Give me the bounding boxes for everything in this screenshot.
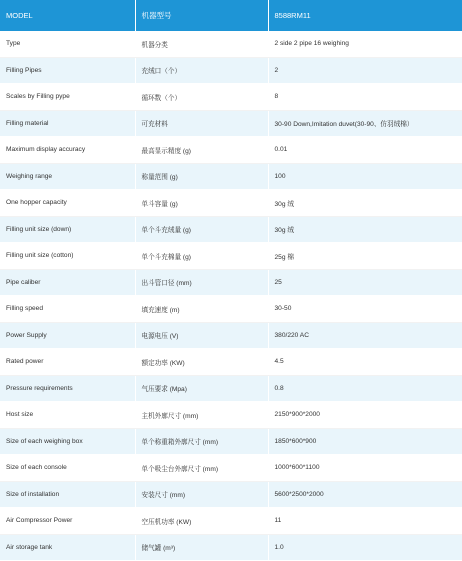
spec-name-en: Filling material xyxy=(0,110,135,137)
spec-name-zh: 单个称重箱外廓尺寸 (mm) xyxy=(135,428,268,455)
table-row xyxy=(0,481,462,508)
spec-name-en: Filling speed xyxy=(0,296,135,323)
spec-value: 30g 绒 xyxy=(268,216,462,243)
spec-value: 1000*600*1100 xyxy=(268,455,462,482)
spec-name-en: One hopper capacity xyxy=(0,190,135,217)
spec-value: 0.8 xyxy=(268,375,462,402)
spec-name-en: Type xyxy=(0,31,135,57)
spec-name-zh: 单个斗充绒量 (g) xyxy=(135,216,268,243)
spec-name-zh: 电源电压 (V) xyxy=(135,322,268,349)
spec-name-zh: 称量范围 (g) xyxy=(135,163,268,190)
header-model: MODEL xyxy=(0,0,135,31)
spec-value: 2 xyxy=(268,57,462,84)
spec-name-zh: 充绒口（个） xyxy=(135,57,268,84)
spec-name-en: Power Supply xyxy=(0,322,135,349)
spec-value: 1850*600*900 xyxy=(268,428,462,455)
spec-value: 8 xyxy=(268,84,462,111)
table-row xyxy=(0,190,462,217)
spec-name-en: Filling unit size (cotton) xyxy=(0,243,135,270)
spec-value: 4.5 xyxy=(268,349,462,376)
spec-name-zh: 单斗容量 (g) xyxy=(135,190,268,217)
spec-value: 30-50 xyxy=(268,296,462,323)
spec-name-zh: 循环数（个） xyxy=(135,84,268,111)
table-row xyxy=(0,349,462,376)
table-row xyxy=(0,163,462,190)
table-row xyxy=(0,137,462,164)
spec-name-zh: 气压要求 (Mpa) xyxy=(135,375,268,402)
table-row xyxy=(0,110,462,137)
spec-value: 0.01 xyxy=(268,137,462,164)
table-row xyxy=(0,508,462,535)
spec-name-zh: 出斗管口径 (mm) xyxy=(135,269,268,296)
table-row xyxy=(0,296,462,323)
spec-value: 380/220 AC xyxy=(268,322,462,349)
spec-name-en: Filling Pipes xyxy=(0,57,135,84)
spec-name-en: Pipe caliber xyxy=(0,269,135,296)
spec-name-zh: 主机外廓尺寸 (mm) xyxy=(135,402,268,429)
spec-name-en: Rated power xyxy=(0,349,135,376)
spec-name-en: Scales by Filling pype xyxy=(0,84,135,111)
table-row xyxy=(0,57,462,84)
header-model-value: 8588RM11 xyxy=(268,0,462,31)
table-row xyxy=(0,534,462,561)
table-row xyxy=(0,216,462,243)
spec-name-zh: 单个斗充棉量 (g) xyxy=(135,243,268,270)
spec-value: 2 side 2 pipe 16 weighing xyxy=(268,31,462,57)
spec-name-zh: 机器分类 xyxy=(135,31,268,57)
table-row xyxy=(0,455,462,482)
spec-name-en: Weighing range xyxy=(0,163,135,190)
table-row xyxy=(0,402,462,429)
spec-name-zh: 安装尺寸 (mm) xyxy=(135,481,268,508)
spec-name-zh: 最高显示精度 (g) xyxy=(135,137,268,164)
spec-name-zh: 填充速度 (m) xyxy=(135,296,268,323)
spec-name-zh: 额定功率 (KW) xyxy=(135,349,268,376)
table-header-row xyxy=(0,0,462,31)
spec-name-zh: 单个吸尘台外廓尺寸 (mm) xyxy=(135,455,268,482)
table-row xyxy=(0,428,462,455)
spec-value: 25g 棉 xyxy=(268,243,462,270)
spec-value: 5600*2500*2000 xyxy=(268,481,462,508)
spec-value: 1.0 xyxy=(268,534,462,561)
header-model-zh: 机器型号 xyxy=(135,0,268,31)
spec-name-zh: 空压机功率 (KW) xyxy=(135,508,268,535)
spec-name-en: Air storage tank xyxy=(0,534,135,561)
spec-name-en: Size of each weighing box xyxy=(0,428,135,455)
spec-value: 11 xyxy=(268,508,462,535)
spec-name-en: Pressure requirements xyxy=(0,375,135,402)
spec-name-en: Host size xyxy=(0,402,135,429)
spec-name-en: Size of each console xyxy=(0,455,135,482)
table-row xyxy=(0,375,462,402)
spec-name-en: Maximum display accuracy xyxy=(0,137,135,164)
table-row xyxy=(0,322,462,349)
spec-name-en: Filling unit size (down) xyxy=(0,216,135,243)
spec-name-zh: 储气罐 (m³) xyxy=(135,534,268,561)
spec-name-en: Size of installation xyxy=(0,481,135,508)
spec-value: 25 xyxy=(268,269,462,296)
spec-value: 2150*900*2000 xyxy=(268,402,462,429)
table-row xyxy=(0,269,462,296)
spec-name-zh: 可充材料 xyxy=(135,110,268,137)
spec-value: 30g 绒 xyxy=(268,190,462,217)
spec-value: 100 xyxy=(268,163,462,190)
spec-value: 30-90 Down,Imitation duvet(30-90、仿羽绒棉） xyxy=(268,110,462,137)
spec-table-body xyxy=(0,31,462,561)
table-row xyxy=(0,243,462,270)
spec-name-en: Air Compressor Power xyxy=(0,508,135,535)
table-row xyxy=(0,31,462,57)
table-row xyxy=(0,84,462,111)
